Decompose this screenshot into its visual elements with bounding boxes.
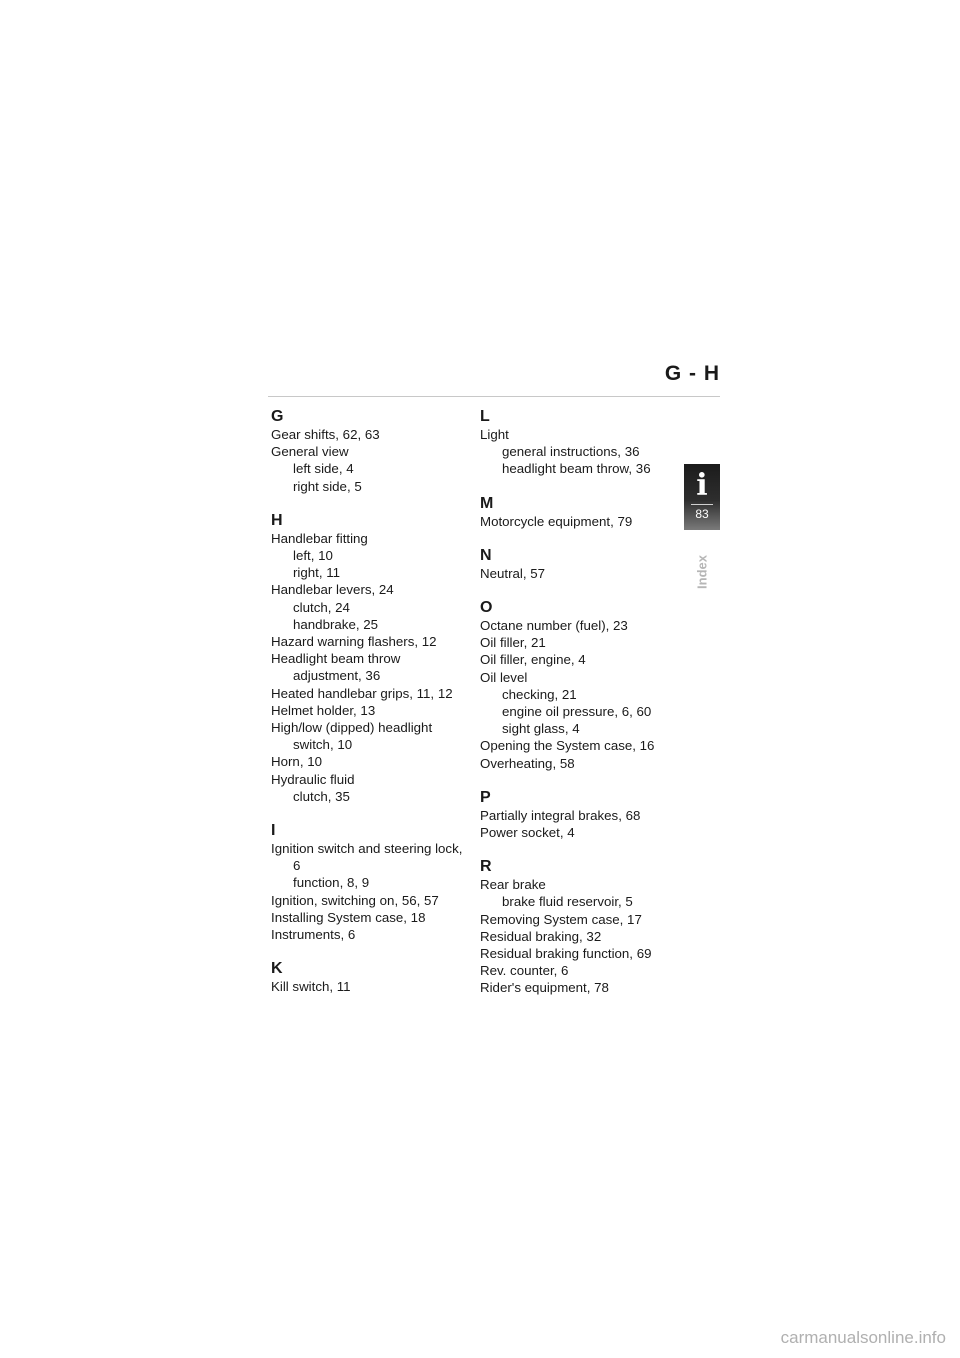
index-entry: Hydraulic fluid bbox=[271, 771, 355, 787]
index-entry: Residual braking function, 69 bbox=[480, 946, 652, 962]
index-entry: General view bbox=[271, 444, 349, 460]
index-entry: Oil filler, engine, 4 bbox=[480, 652, 586, 668]
index-subentry: general instructions, 36 bbox=[502, 444, 640, 460]
index-column-left bbox=[271, 408, 471, 1012]
index-entry: Heated handlebar grips, 11, 12 bbox=[271, 685, 453, 701]
index-entry: Rear brake bbox=[480, 877, 546, 893]
index-entry: Overheating, 58 bbox=[480, 755, 575, 771]
index-entry: Residual braking, 32 bbox=[480, 928, 602, 944]
index-group-o bbox=[480, 599, 680, 772]
index-subentry: left, 10 bbox=[293, 548, 333, 564]
index-subentry: sight glass, 4 bbox=[502, 721, 580, 737]
watermark: carmanualsonline.info bbox=[780, 1328, 946, 1347]
index-entry: Ignition switch and steering lock, bbox=[271, 841, 463, 857]
index-entry: Ignition, switching on, 56, 57 bbox=[271, 892, 439, 908]
index-letter: O bbox=[480, 599, 493, 617]
index-entry: Headlight beam throw bbox=[271, 651, 401, 667]
index-group-g bbox=[271, 408, 471, 495]
index-subentry: right, 11 bbox=[293, 565, 341, 581]
index-entry: Oil level bbox=[480, 669, 528, 685]
index-tab bbox=[684, 464, 720, 530]
index-letter: K bbox=[271, 960, 283, 978]
index-entry: Oil filler, 21 bbox=[480, 635, 546, 651]
index-subentry: handbrake, 25 bbox=[293, 616, 379, 632]
index-subentry: checking, 21 bbox=[502, 686, 577, 702]
index-group-h bbox=[271, 512, 471, 805]
index-entry: Neutral, 57 bbox=[480, 565, 546, 581]
index-letter: I bbox=[271, 822, 276, 840]
index-entry: Gear shifts, 62, 63 bbox=[271, 427, 380, 442]
index-entry: Instruments, 6 bbox=[271, 927, 356, 943]
index-entry: Octane number (fuel), 23 bbox=[480, 618, 628, 634]
index-group-n bbox=[480, 547, 680, 582]
index-entry: High/low (dipped) headlight bbox=[271, 720, 433, 736]
index-subentry: function, 8, 9 bbox=[293, 875, 370, 891]
index-subentry: engine oil pressure, 6, 60 bbox=[502, 704, 652, 720]
index-entry: Handlebar levers, 24 bbox=[271, 582, 394, 598]
index-letter: N bbox=[480, 546, 492, 564]
index-letter: R bbox=[480, 858, 492, 876]
index-entry: Opening the System case, 16 bbox=[480, 738, 655, 754]
index-subentry: brake fluid reservoir, 5 bbox=[502, 894, 633, 910]
index-entry: Power socket, 4 bbox=[480, 825, 575, 841]
index-entry: Motorcycle equipment, 79 bbox=[480, 513, 633, 529]
index-entry: Hazard warning flashers, 12 bbox=[271, 634, 437, 650]
index-subentry: switch, 10 bbox=[293, 737, 353, 753]
index-entry: Installing System case, 18 bbox=[271, 909, 426, 925]
index-subentry: clutch, 35 bbox=[293, 788, 350, 804]
tab-divider bbox=[691, 504, 713, 505]
index-column-right bbox=[480, 408, 680, 1014]
index-group-m bbox=[480, 495, 680, 530]
index-group-p bbox=[480, 789, 680, 841]
info-icon: i bbox=[696, 468, 708, 503]
index-letter: P bbox=[480, 788, 491, 806]
index-letter: L bbox=[480, 408, 490, 425]
index-entry-continuation: 6 bbox=[293, 858, 301, 874]
index-letter: H bbox=[271, 511, 283, 529]
index-group-i bbox=[271, 822, 471, 943]
index-subentry: clutch, 24 bbox=[293, 599, 350, 615]
index-entry: Horn, 10 bbox=[271, 754, 322, 770]
section-label-text: Index bbox=[694, 555, 710, 589]
index-entry: Helmet holder, 13 bbox=[271, 702, 376, 718]
index-entry: Removing System case, 17 bbox=[480, 911, 642, 927]
index-subentry: adjustment, 36 bbox=[293, 668, 381, 684]
header-rule bbox=[268, 396, 720, 397]
index-entry: Partially integral brakes, 68 bbox=[480, 807, 641, 823]
page-heading: G - H bbox=[664, 362, 720, 385]
index-group-k bbox=[271, 960, 471, 995]
index-group-l bbox=[480, 408, 680, 478]
section-label bbox=[680, 550, 724, 594]
index-group-r bbox=[480, 858, 680, 996]
index-entry: Kill switch, 11 bbox=[271, 979, 351, 995]
index-letter: M bbox=[480, 494, 494, 512]
index-entry: Rev. counter, 6 bbox=[480, 963, 569, 979]
index-letter: G bbox=[271, 408, 284, 425]
page-number: 83 bbox=[695, 507, 709, 521]
index-subentry: right side, 5 bbox=[293, 478, 362, 494]
index-subentry: headlight beam throw, 36 bbox=[502, 461, 651, 477]
index-subentry: left side, 4 bbox=[293, 461, 354, 477]
index-entry: Light bbox=[480, 427, 509, 442]
index-entry: Rider's equipment, 78 bbox=[480, 980, 609, 996]
index-entry: Handlebar fitting bbox=[271, 530, 368, 546]
